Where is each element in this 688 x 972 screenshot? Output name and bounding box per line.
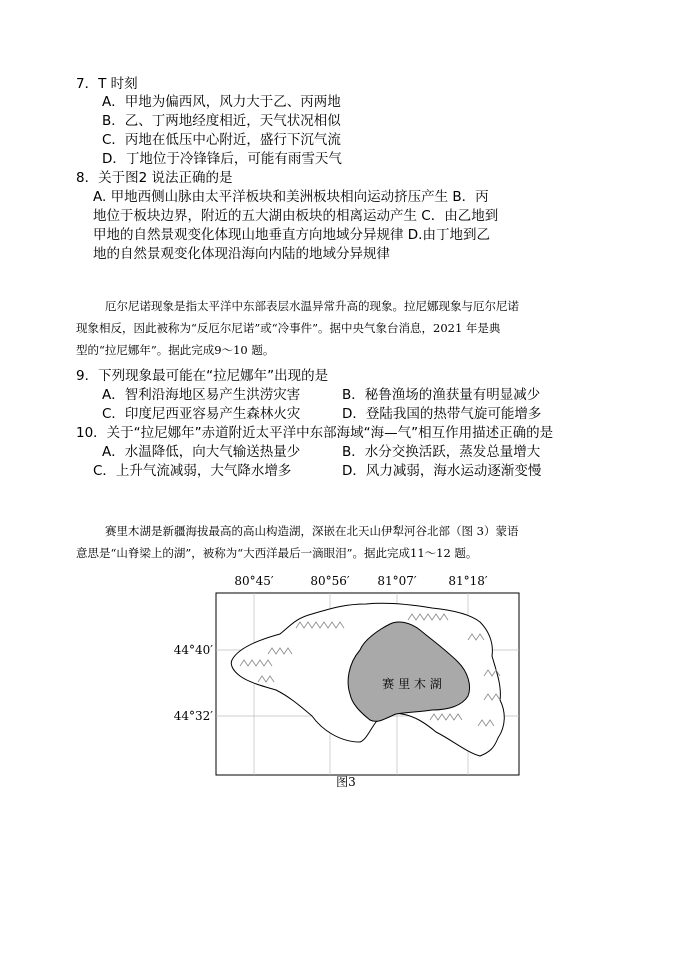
passage2-line-1: 赛里木湖是新疆海拔最高的高山构造湖，深嵌在北天山伊犁河谷北部（图 3）蒙语 (105, 524, 519, 538)
q8-line-3: 甲地的自然景观变化体现山地垂直方向地域分异规律 D.由丁地到乙 (93, 227, 490, 243)
lon-label-1: 80°45′ (234, 574, 274, 588)
lat-label-1: 44°40′ (173, 643, 213, 657)
lon-label-3: 81°07′ (377, 574, 417, 588)
q10-stem: 10．关于“拉尼娜年”赤道附近太平洋中东部海域“海—气”相互作用描述正确的是 (76, 425, 554, 441)
q9-option-b: B．秘鲁渔场的渔获量有明显减少 (342, 387, 541, 403)
q10-option-c: C．上升气流减弱，大气降水增多 (93, 463, 292, 479)
q8-stem: 8．关于图2 说法正确的是 (76, 170, 233, 186)
q10-option-a: A．水温降低，向大气输送热量少 (102, 444, 301, 460)
passage1-line-2: 现象相反，因此被称为“反厄尔尼诺”或“冷事件”。据中央气象台消息，2021 年是典 (76, 321, 501, 335)
passage2-line-2: 意思是“山脊梁上的湖”，被称为“大西洋最后一滴眼泪”。据此完成11～12 题。 (76, 546, 478, 560)
q7-stem: 7．T 时刻 (76, 76, 138, 92)
figure-caption: 图3 (336, 775, 356, 789)
q7-option-d: D．丁地位于冷锋锋后，可能有雨雪天气 (102, 151, 342, 167)
q9-option-c: C．印度尼西亚容易产生森林火灾 (102, 406, 301, 422)
passage1-line-1: 厄尔尼诺现象是指太平洋中东部表层水温异常升高的现象。拉尼娜现象与厄尔尼诺 (105, 299, 519, 313)
q8-line-4: 地的自然景观变化体现沿海向内陆的地域分异规律 (93, 246, 390, 262)
q7-option-b: B．乙、丁两地经度相近，天气状况相似 (102, 113, 341, 129)
lake-label: 赛 里 木 湖 (382, 677, 442, 691)
q8-line-2: 地位于板块边界，附近的五大湖由板块的相离运动产生 C．由乙地到 (93, 208, 499, 224)
lat-label-2: 44°32′ (173, 709, 213, 723)
q9-option-a: A．智利沿海地区易产生洪涝灾害 (102, 387, 301, 403)
q8-line-1: A. 甲地西侧山脉由太平洋板块和美洲板块相向运动挤压产生 B．丙 (93, 189, 489, 205)
q9-option-d: D．登陆我国的热带气旋可能增多 (342, 406, 542, 422)
q7-option-a: A．甲地为偏西风，风力大于乙、丙两地 (102, 94, 341, 110)
q9-stem: 9．下列现象最可能在“拉尼娜年”出现的是 (76, 368, 329, 384)
lon-label-2: 80°56′ (310, 574, 350, 588)
q10-option-d: D．风力减弱，海水运动逐渐变慢 (342, 463, 542, 479)
passage1-line-3: 型的“拉尼娜年”。据此完成9～10 题。 (76, 343, 275, 357)
lon-label-4: 81°18′ (448, 574, 488, 588)
q7-option-c: C．丙地在低压中心附近，盛行下沉气流 (102, 132, 341, 148)
q10-option-b: B．水分交换活跃，蒸发总量增大 (342, 444, 541, 460)
